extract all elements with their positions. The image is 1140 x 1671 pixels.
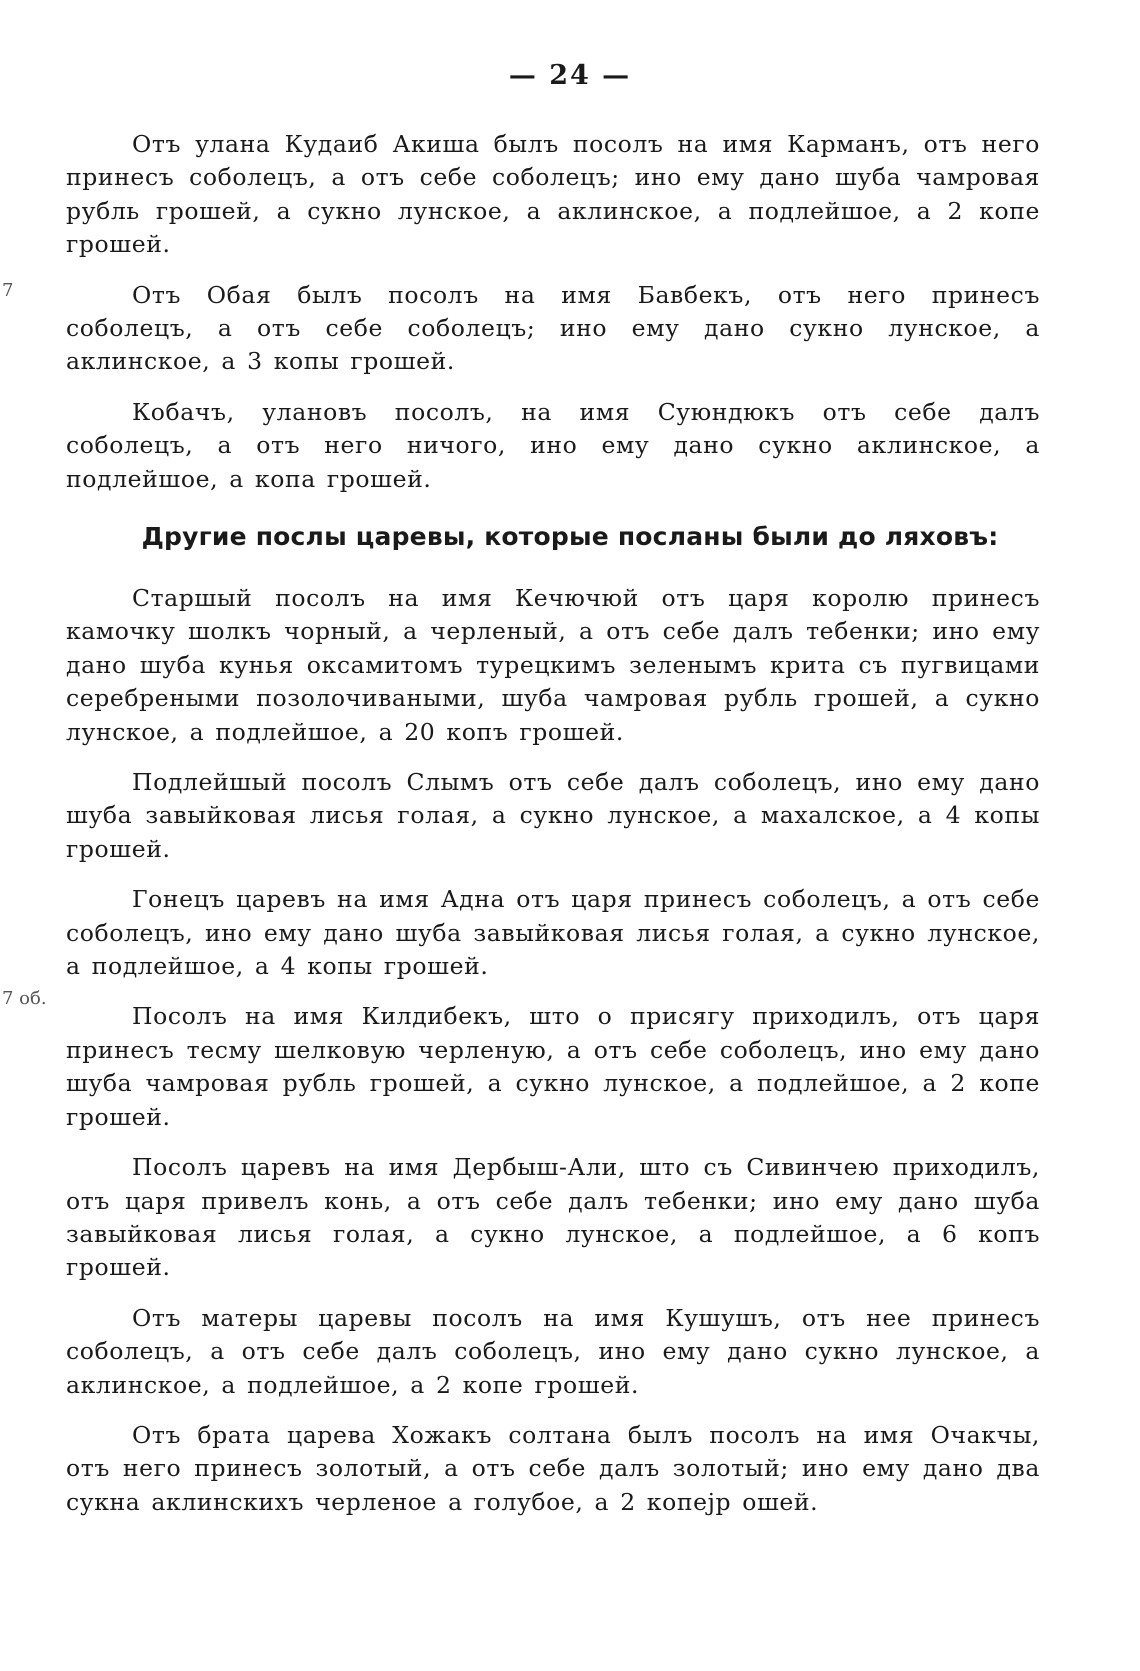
paragraph-7: Посолъ на имя Килдибекъ, што о присягу приходилъ, отъ царя принесъ тесму шелковую черленую, а отъ себе соболецъ, ино ему дано шуба чамровая рубль грошей, а сукно лунское, а подлейшое, а 2 копе грошей.	[66, 1002, 1040, 1131]
section-heading: Другие послы царевы, которые посланы были до ляховъ:	[141, 522, 999, 551]
paragraph-6: Гонецъ царевъ на имя Адна отъ царя принесъ соболецъ, а отъ себе соболецъ, ино ему дано шуба завыйковая лисья голая, а сукно лунское, а подлейшое, а 4 копы грошей.	[66, 885, 1040, 981]
margin-note-7: 7	[2, 280, 14, 301]
paragraph-5: Подлейшый посолъ Слымъ отъ себе далъ соболецъ, ино ему дано шуба завыйковая лисья голая, а сукно лунское, а махалское, а 4 копы грошей.	[66, 768, 1040, 863]
page-number: — 24 —	[508, 60, 632, 91]
paragraph-8: Посолъ царевъ на имя Дербыш-Али, што съ Сивинчею приходилъ, отъ царя привелъ конь, а отъ себе далъ тебенки; ино ему дано шуба завыйковая лисья голая, а сукно лунское, а подлейшое, а 6 копъ грошей.	[66, 1153, 1040, 1282]
paragraph-1: Отъ улана Кудаиб Акиша былъ посолъ на имя Карманъ, отъ него принесъ соболецъ, а отъ себе соболецъ; ино ему дано шуба чамровая рубль грошей, а сукно лунское, а аклинское, а подлейшое, а 2 копе грошей.	[66, 130, 1040, 259]
paragraph-4: Старшый посолъ на имя Кечючюй отъ царя королю принесъ камочку шолкъ чорный, а черленый, а отъ себе далъ тебенки; ино ему дано шуба кунья оксамитомъ турецкимъ зеленымъ крита съ пугвицами серебреными позолочиваными, шуба чамровая рубль грошей, а сукно лунское, а подлейшое, а 20 копъ грошей.	[66, 584, 1040, 746]
paragraph-2: Отъ Обая былъ посолъ на имя Бавбекъ, отъ него принесъ соболецъ, а отъ себе соболецъ; ино ему дано сукно лунское, а аклинское, а 3 копы грошей.	[66, 280, 1040, 376]
margin-note-7-ob: 7 об.	[2, 988, 47, 1009]
paragraph-10: Отъ брата царева Хожакъ солтана былъ посолъ на имя Очакчы, отъ него принесъ золотый, а отъ себе далъ золотый; ино ему дано два сукна аклинскихъ черленое а голубое, а 2 копеjр ошей.	[66, 1420, 1040, 1516]
paragraph-3: Кобачъ, улановъ посолъ, на имя Суюндюкъ отъ себе далъ соболецъ, а отъ него ничого, ино ему дано сукно аклинское, а подлейшое, а копа грошей.	[66, 397, 1040, 493]
paragraph-9: Отъ матеры царевы посолъ на имя Кушушъ, отъ нее принесъ соболецъ, а отъ себе далъ соболецъ, ино ему дано сукно лунское, а аклинское, а подлейшое, а 2 копе грошей.	[66, 1303, 1040, 1399]
section-bottom	[66, 582, 1040, 1519]
section-top	[66, 128, 1040, 496]
